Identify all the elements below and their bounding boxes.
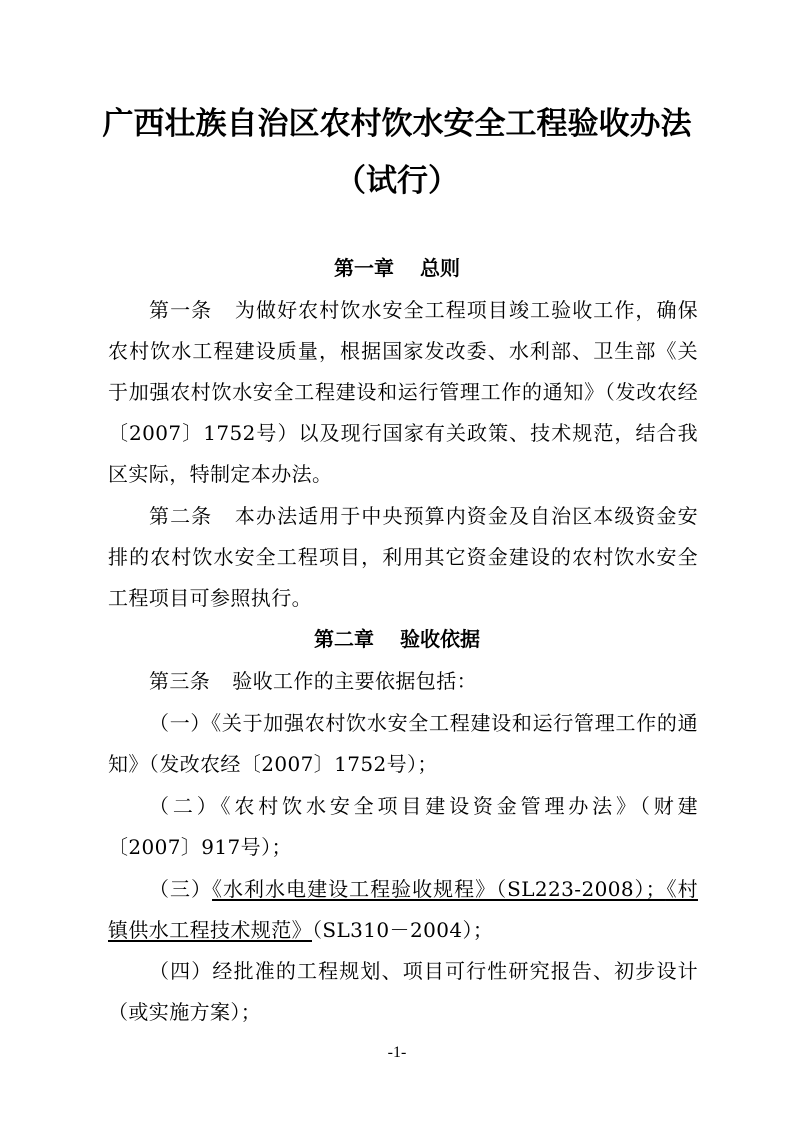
chapter-1-heading <box>0 253 794 283</box>
list-item-4: （四）经批准的工程规划、项目可行性研究报告、初步设计（或实施方案）； <box>108 959 698 1024</box>
chapter-2-heading <box>0 624 794 654</box>
document-title: 广西壮族自治区农村饮水安全工程验收办法 <box>102 106 692 142</box>
article-3 <box>108 661 698 702</box>
list-item-3-suffix: （SL310－2004）； <box>312 918 494 942</box>
document-subtitle: （试行） <box>335 163 459 199</box>
page-number: -1- <box>387 1044 407 1061</box>
chapter-1-number: 第一章 <box>334 256 394 280</box>
article-1-label: 第一条 <box>149 298 213 322</box>
article-1-text: 为做好农村饮水安全工程项目竣工验收工作，确保农村饮水工程建设质量，根据国家发改委、水利部、卫生部《关于加强农村饮水安全工程建设和运行管理工作的通知》（发改农经〔2007〕1752号）以及现行国家有关政策、技术规范，结合我区实际，特制定本办法。 <box>108 298 698 486</box>
chapter-2-name: 验收依据 <box>400 627 480 651</box>
list-item-3 <box>108 869 698 951</box>
chapter-1-name: 总则 <box>420 256 460 280</box>
regulation-link-sl310: 《村镇供水工程技术规范》 <box>108 877 698 942</box>
chapter-2-number: 第二章 <box>314 627 374 651</box>
article-1 <box>108 290 698 495</box>
list-item-3-prefix: （三） <box>149 877 213 901</box>
article-3-label: 第三条 <box>149 669 211 693</box>
regulation-link-sl223: 《水利水电建设工程验收规程》（SL223-2008）； <box>212 877 666 901</box>
list-item-1: （一）《关于加强农村饮水安全工程建设和运行管理工作的通知》（发改农经〔2007〕1752号）； <box>108 711 698 776</box>
article-3-text: 验收工作的主要依据包括： <box>232 669 478 693</box>
article-2-label: 第二条 <box>149 504 213 528</box>
article-2 <box>108 496 698 619</box>
article-2-text: 本办法适用于中央预算内资金及自治区本级资金安排的农村饮水安全工程项目，利用其它资金建设的农村饮水安全工程项目可参照执行。 <box>108 504 698 610</box>
list-item-2: （二）《农村饮水安全项目建设资金管理办法》（财建〔2007〕917号）； <box>108 794 698 859</box>
